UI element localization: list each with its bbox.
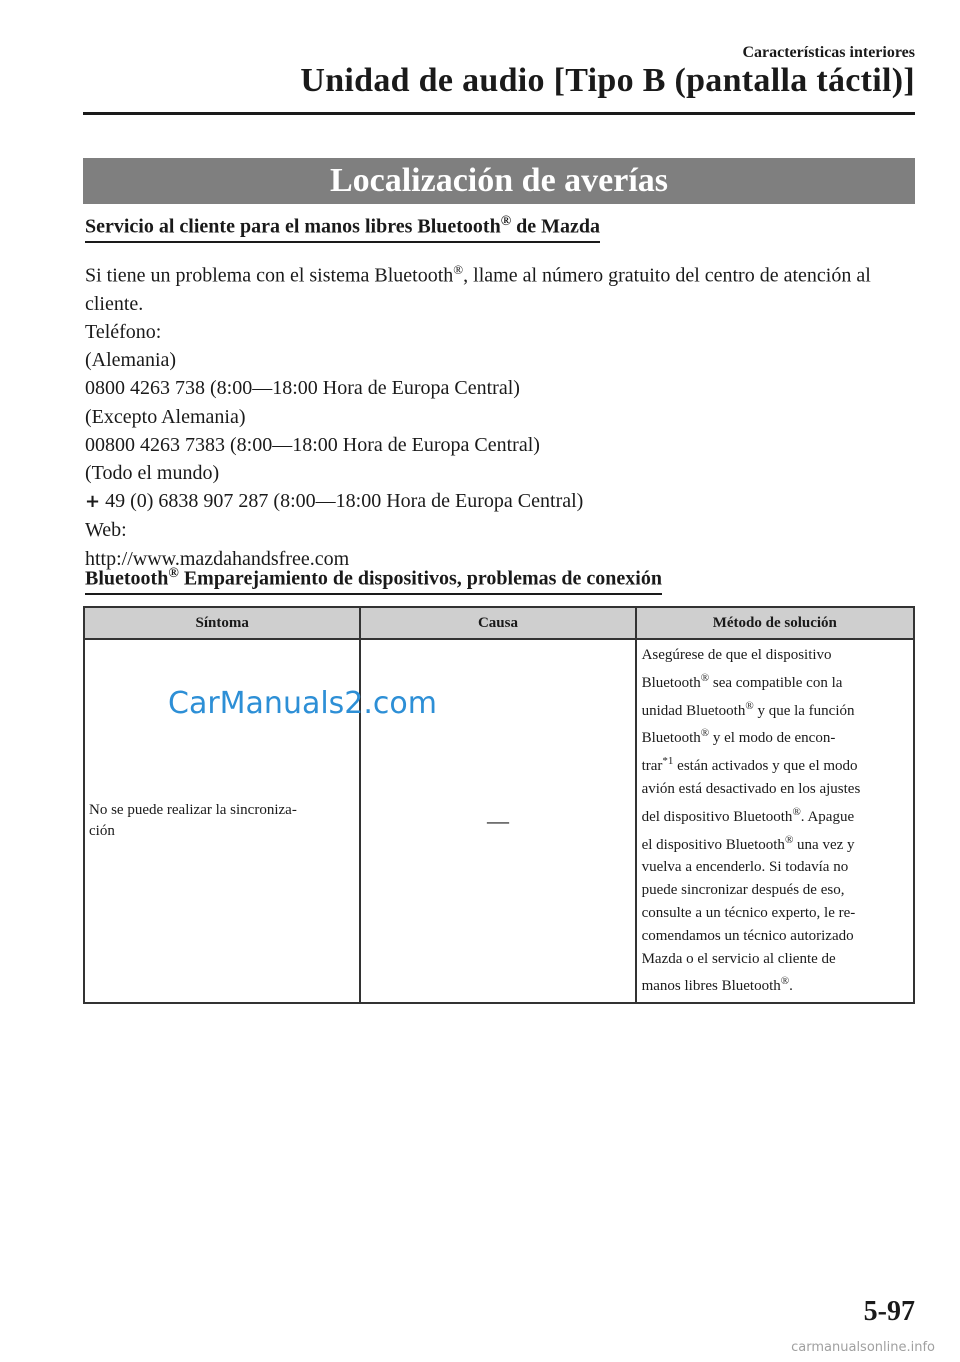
- region-germany: (Alemania): [85, 349, 177, 372]
- subheading-prefix: Bluetooth: [85, 567, 169, 590]
- solution-line: sea compatible con la: [709, 674, 843, 691]
- footer-watermark: carmanualsonline.info: [791, 1340, 935, 1355]
- cause-cell: ―: [360, 639, 635, 1003]
- registered-mark: ®: [784, 833, 794, 846]
- subheading-text: Servicio al cliente para el manos libres Bluetooth: [85, 215, 501, 238]
- column-header-solution: Método de solución: [636, 607, 914, 639]
- solution-line: avión está desactivado en los ajustes: [641, 780, 861, 797]
- solution-line: Mazda o el servicio al cliente de: [641, 950, 836, 967]
- region-worldwide: (Todo el mundo): [85, 462, 220, 485]
- troubleshooting-table: [83, 606, 915, 1004]
- registered-mark: ®: [792, 805, 801, 818]
- solution-line: están activados y que el modo: [673, 758, 858, 775]
- registered-mark: ®: [745, 699, 754, 712]
- solution-line: del dispositivo Bluetooth: [641, 808, 793, 825]
- solution-line: puede sincronizar después de eso,: [641, 882, 845, 899]
- solution-line: Bluetooth: [641, 730, 701, 747]
- registered-mark: ®: [500, 214, 512, 229]
- web-url-link[interactable]: http://www.mazdahandsfree.com: [85, 547, 350, 570]
- subheading-customer-service: [85, 214, 600, 243]
- subheading-text: Emparejamiento de dispositivos, problemas de conexión: [178, 567, 662, 590]
- contact-info-block: [85, 256, 915, 573]
- subheading-pairing: [85, 566, 662, 595]
- watermark-logo: CarManuals2.com: [168, 686, 438, 721]
- solution-line: y el modo de encon-: [709, 730, 836, 747]
- solution-line: una vez y: [793, 836, 855, 853]
- section-header: Características interiores: [742, 44, 915, 61]
- registered-mark: ®: [700, 727, 710, 740]
- header-divider: [83, 112, 915, 115]
- phone-germany: 0800 4263 738 (8:00―18:00 Hora de Europa Central): [85, 377, 520, 400]
- footnote-mark: *1: [662, 755, 674, 768]
- solution-line: . Apague: [800, 808, 855, 825]
- solution-line: comendamos un técnico autorizado: [641, 927, 854, 944]
- symptom-line: ción: [89, 823, 115, 840]
- phone-worldwide-number: 49 (0) 6838 907 287 (8:00―18:00 Hora de Europa Central): [100, 490, 584, 513]
- solution-cell: [636, 639, 914, 1003]
- region-except-germany: (Excepto Alemania): [85, 405, 246, 428]
- solution-line: unidad Bluetooth: [641, 702, 746, 719]
- intro-text: Si tiene un problema con el sistema Bluetooth: [85, 264, 454, 287]
- subheading-suffix: de Mazda: [511, 215, 601, 238]
- solution-line: Bluetooth: [641, 674, 701, 691]
- solution-line: .: [789, 978, 793, 995]
- solution-line: trar: [641, 758, 663, 775]
- phone-label: Teléfono:: [85, 321, 162, 344]
- solution-line: el dispositivo Bluetooth: [641, 836, 785, 853]
- solution-line: y que la función: [753, 702, 855, 719]
- registered-mark: ®: [168, 566, 179, 581]
- phone-except-germany: 00800 4263 7383 (8:00―18:00 Hora de Europa Central): [85, 433, 540, 456]
- web-label: Web:: [85, 519, 127, 542]
- phone-worldwide: [85, 487, 915, 516]
- intro-paragraph: [85, 256, 915, 318]
- solution-line: vuelva a encenderlo. Si todavía no: [641, 859, 849, 876]
- solution-line: manos libres Bluetooth: [641, 978, 781, 995]
- page-number: 5-97: [863, 1296, 915, 1327]
- page-title: Unidad de audio [Tipo B (pantalla táctil)]: [300, 62, 915, 99]
- registered-mark: ®: [780, 975, 790, 988]
- column-header-cause: Causa: [360, 607, 635, 639]
- symptom-line: No se puede realizar la sincroniza-: [89, 802, 297, 819]
- column-header-symptom: Síntoma: [84, 607, 360, 639]
- table-header-row: [84, 607, 914, 639]
- solution-line: Asegúrese de que el dispositivo: [641, 647, 832, 663]
- plus-icon: +: [85, 491, 101, 513]
- registered-mark: ®: [453, 262, 464, 277]
- solution-line: consulte a un técnico experto, le re-: [641, 904, 856, 921]
- registered-mark: ®: [700, 671, 710, 684]
- intro-text-cont: , llame al número gratuito del centro de atención al cliente.: [85, 264, 871, 315]
- section-banner: Localización de averías: [83, 158, 915, 204]
